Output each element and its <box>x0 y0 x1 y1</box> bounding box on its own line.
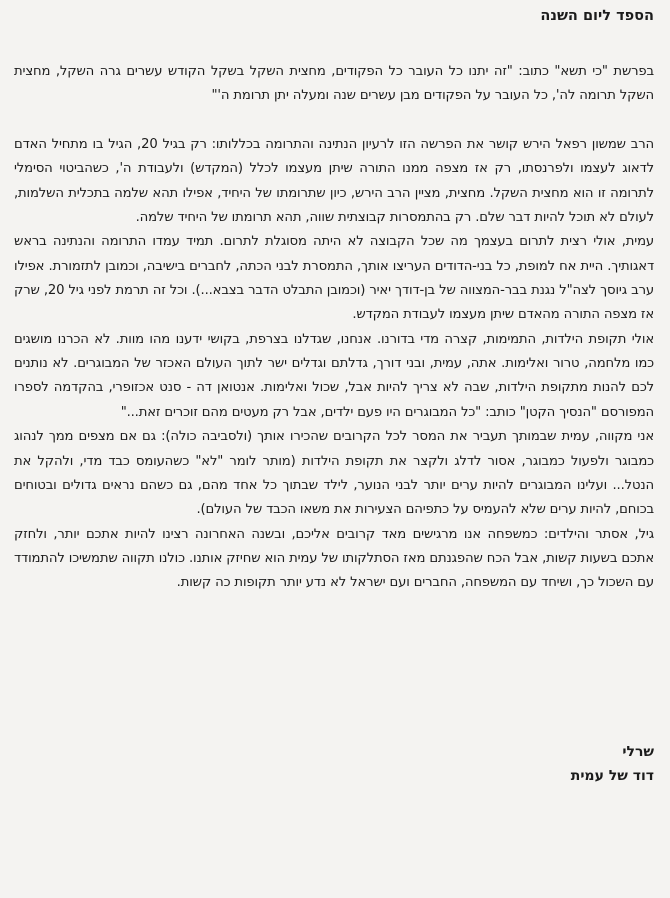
paragraph-rabbi-hirsch: הרב שמשון רפאל הירש קושר את הפרשה הזו לרעיון הנתינה והתרומה בכללותו: רק בגיל 20, הגיל בו מתחיל האדם לדאוג לעצמו ולפרנסתו, רק אז מצפה ממנו התורה שיתן מעצמו לכלל (המקדש) ולעבודת ה', כשהביטוי הסימלי לתרומה זו הוא מחצית השקל. מחצית, מציין הרב הירש, כיון שתרומתו של היחיד, אפילו תהא שלמה בתכלית השלמות, לעולם לא תוכל להיות דבר שלם. רק בהתמסרות קבוצתית שווה, תהא תרומתו של היחיד שלמה. <box>14 137 654 226</box>
signature-name: שרלי <box>622 744 654 760</box>
paragraph-childhood: אולי תקופת הילדות, התמימות, קצרה מדי בדורנו. אנחנו, שגדלנו בצרפת, בקושי ידענו מהו מוות. לא הכרנו מושגים כמו מלחמה, טרור ואלימות. אתה, עמית, ובני דורך, גדלתם וגדלים ישר לתוך העולם האכזר של המבוגרים. לא נותנים לכם להנות מתקופת הילדות, שבה לא צריך להיות אבל, שכול ואלימות. אנטואן דה - סנט אכזופרי, בהקדמה לספרו המפורסם "הנסיך הקטן" כותב: "כל המבוגרים היו פעם ילדים, אבל רק מעטים מהם זוכרים זאת..." <box>14 331 654 420</box>
paragraph-amit-giving: עמית, אולי רצית לתרום בעצמך מה שכל הקבוצה לא היתה מסוגלת לתרום. תמיד עמדו התרומה והנתינה בראש דאגותיך. היית אח למופת, כל בני-הדודים העריצו אותך, התמסרת לבני הכתה, לחברים בישיבה, וכמובן לתזמורת. אפילו ערב גיוסך לצה"ל נגנת בבר-המצווה של בן-דודך יאיר (וכמובן התבלט הדבר בצבא...). וכל זה תרמת לפני גיל 20, שרק אז מצפה התורה מהאדם שיתן מעצמו לעבודת המקדש. <box>14 234 654 323</box>
paragraph-message: אני מקווה, עמית שבמותך תעביר את המסר לכל הקרובים שהכירו אותך (ולסביבה כולה): גם אם מצפים ממך לנהוג כמבוגר ולפעול כמבוגר, אסור לדלג ולקצר את תקופת הילדות (מותר לומר "לא" כשהעומס כבד מדי, ולהקל את הנטל... ועלינו המבוגרים להיות ערים יותר לבני הנוער, לילד שבתוך כל אחד מהם, גם כשהם נראים גדולים ובטוחים בכוחם, להיות ערים שלא להעמיס על כתפיהם הצעירות את משאו הכבד של העולם). <box>14 429 654 518</box>
document-page <box>14 0 654 898</box>
document-title: הספד ליום השנה <box>540 8 654 24</box>
document-body <box>14 60 654 596</box>
signature-relation: דוד של עמית <box>570 768 654 785</box>
paragraph-verse: בפרשת "כי תשא" כתוב: "זה יתנו כל העובר כל הפקודים, מחצית השקל בשקל הקודש עשרים גרה השקל, מחצית השקל תרומה לה', כל העובר על הפקודים מבן עשרים שנה ומעלה יתן תרומת ה'" <box>14 64 654 104</box>
signature-block <box>571 740 654 789</box>
paragraph-family: גיל, אסתר והילדים: כמשפחה אנו מרגישים מאד קרובים אליכם, ובשנה האחרונה רצינו להיות אתכם יותר, ולחזק אתכם בשעות קשות, אבל הכח שהפגנתם מאז הסתלקותו של עמית הוא שחיזק אותנו. כולנו תקווה שתמשיכו להתמודד עם השכול כך, ושיחד עם המשפחה, החברים ועם ישראל לא נדע יותר תקופות כה קשות. <box>14 526 654 591</box>
